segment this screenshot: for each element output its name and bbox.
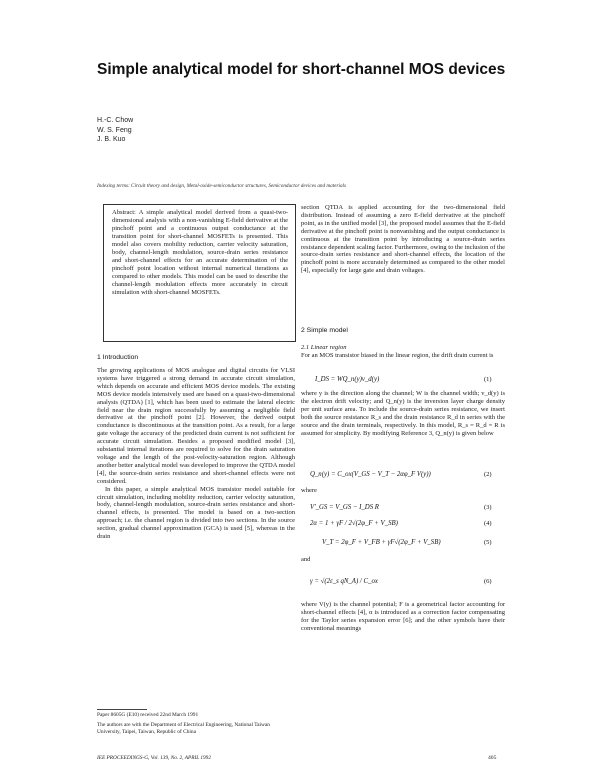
author-list bbox=[97, 116, 133, 145]
where-label: where bbox=[301, 487, 317, 494]
equation-6: γ = √(2ε_s qN_A) / C_ox bbox=[310, 578, 378, 585]
equation-5-number: (5) bbox=[484, 539, 492, 546]
indexing-terms: Indexing terms: Circuit theory and design, Metal-oxide-semiconductor structures, Semiconductor devices and materials bbox=[97, 183, 346, 189]
affiliation-footnote: The authors are with the Department of Electrical Engineering, National Taiwan University, Taipei, Taiwan, Republic of China bbox=[97, 722, 271, 735]
equation-2: Q_n(y) = C_ox(V_GS − V_T − 2αφ_F V(y)) bbox=[310, 471, 431, 478]
author-3: J. B. Kuo bbox=[97, 136, 126, 143]
intro-paragraph-2: In this paper, a simple analytical MOS transistor model suitable for circuit simulation, including mobility reduction, carrier velocity saturation, body, channel-length modulation, source-drain series resistance and short-channel effects, is presented. The model is based on a two-section approach; i.e. the channel region is divided into two sections. In the source section, gradual channel approximation (GCA) is used [5], whereas in the drain bbox=[97, 485, 295, 541]
author-2: W. S. Feng bbox=[97, 126, 132, 134]
model-heading: 2 Simple model bbox=[301, 327, 348, 334]
linear-paragraph-3: where V(y) is the channel potential; F is a geometrical factor accounting for short-channel effects [4], α is introduced as a correction factor compensating for the Taylor series expansion error [6]; and the other symbols have their conventional meanings bbox=[301, 601, 505, 632]
equation-3-number: (3) bbox=[484, 504, 492, 511]
right-column-text bbox=[301, 204, 505, 275]
paper-title: Simple analytical model for short-channel MOS devices bbox=[97, 61, 506, 78]
equation-4-number: (4) bbox=[484, 520, 492, 527]
abstract-box bbox=[103, 204, 296, 342]
abstract-text: Abstract: A simple analytical model derived from a quasi-two-dimensional analysis with a non-vanishing E-field derivative at the pinchoff point and a continuous output conductance at the transition point for short-channel MOSFETs is presented. This model also covers mobility reduction, carrier velocity saturation, body, channel-length modulation, source-drain series resistance and short-channel effects for an accurate determination of the pinchoff point location without internal numerical iterations as compared to other models. This model can be used to describe the channel-length modulation effects more accurately in circuit simulation with short-channel MOSFETs. bbox=[112, 209, 288, 297]
linear-region-heading: 2.1 Linear region bbox=[301, 344, 347, 351]
intro-heading: 1 Introduction bbox=[97, 354, 139, 361]
equation-5: V_T = 2φ_F + V_FB + γF√(2φ_F + V_SB) bbox=[322, 539, 441, 546]
footnote-rule bbox=[97, 709, 147, 710]
page-number: 405 bbox=[488, 755, 497, 761]
equation-6-number: (6) bbox=[484, 578, 492, 585]
linear-paragraph-2: where y is the direction along the channel; W is the channel width; v_d(y) is the electron drift velocity; and Q_n(y) is the inversion layer charge density per unit surface area. To include the source-drain series resistance, we insert both the source resistance R_s and the drain resistance R_d in series with the source and the drain terminals, respectively. In this model, R_s = R_d = R is assumed for simplicity. By modifying Reference 3, Q_n(y) is given below bbox=[301, 390, 505, 437]
equation-4: 2α = 1 + γF / 2√(2φ_F + V_SB) bbox=[310, 520, 398, 527]
journal-footer: IEE PROCEEDINGS-G, Vol. 139, No. 2, APRIL 1992 bbox=[97, 755, 211, 761]
linear-intro-text: For an MOS transistor biased in the linear region, the drift drain current is bbox=[301, 352, 494, 359]
equation-3: V'_GS = V_GS − I_DS R bbox=[310, 504, 379, 511]
equation-1-number: (1) bbox=[484, 376, 492, 383]
author-1: H.-C. Chow bbox=[97, 117, 134, 124]
paper-id-footnote: Paper 8605G (E10) received 22nd March 1991 bbox=[97, 712, 199, 718]
equation-2-number: (2) bbox=[484, 471, 492, 478]
equation-1: I_DS = WQ_n(y)v_d(y) bbox=[315, 376, 380, 383]
intro-column bbox=[97, 367, 295, 541]
intro-paragraph-1: The growing applications of MOS analogue and digital circuits for VLSI systems have triggered a strong demand in accurate circuit simulation, which depends on accurate and efficient MOS device models. The existing MOS device models intensively used are based on a quasi-two-dimensional analysis (QTDA) [1], which has been used to estimate the lateral electric field near the drain region successfully by assuming a negligible field derivative at the pinchoff point [2]. However, the derived output conductance is discontinuous at the transition point. As a result, for a large gate voltage the accuracy of the predicted drain current is not sufficient for accurate circuit simulation. Besides a proposed modified model [3], substantial internal iterations are required to solve for the drain saturation voltage and the length of the post-velocity-saturation region. Although another better analytical model was developed to improve the QTDA model [4], the source-drain series resistance and short-channel effects were not considered. bbox=[97, 367, 295, 485]
and-label: and bbox=[301, 556, 311, 563]
right-paragraph: section QTDA is applied accounting for the two-dimensional field distribution. Instead of assuming a zero E-field derivative at the pinchoff point, as in the unified model [3], the proposed model assumes that the E-field derivative at the pinchoff point is nonvanishing and the output conductance is continuous at the transition point by introducing a source-drain series resistance dependent scaling factor. Furthermore, owing to the inclusion of the source-drain series resistance and short-channel effects, the location of the pinchoff point is more accurately determined as compared to the other model [4], especially for large gate and drain voltages. bbox=[301, 204, 505, 275]
